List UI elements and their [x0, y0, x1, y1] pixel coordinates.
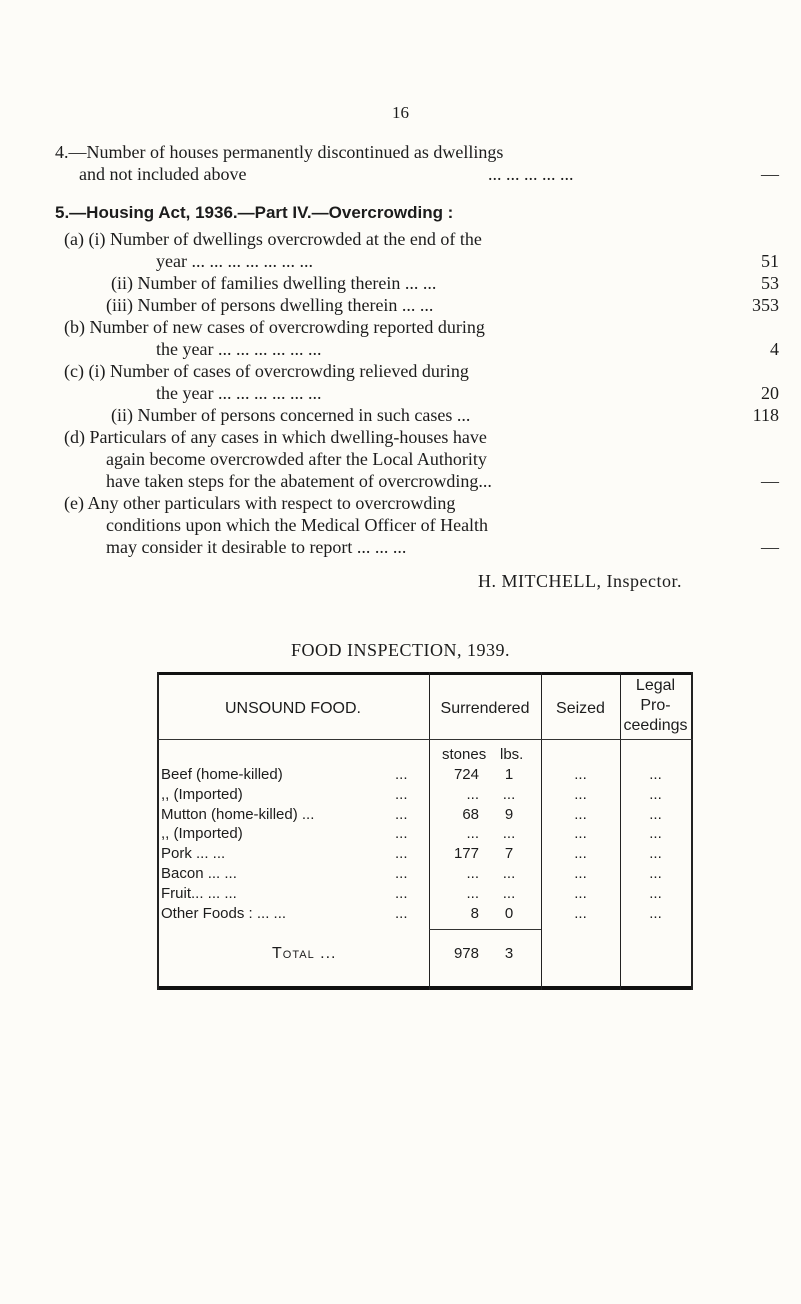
table-row-label: Pork ... ... [161, 845, 226, 863]
food-inspection-table [157, 672, 693, 990]
item5-e-line2: conditions upon which the Medical Officer of Health [106, 515, 489, 535]
table-row-legal: ... [649, 845, 662, 863]
table-row-lbs: ... [502, 865, 516, 882]
header-legal-1: Legal [635, 677, 676, 694]
food-inspection-title: FOOD INSPECTION, 1939. [290, 640, 510, 660]
item5-b-line1: (b) Number of new cases of overcrowding reported during [64, 317, 485, 337]
table-row-label: Other Foods : ... ... [161, 904, 287, 922]
item5-c-i-line2: the year ... ... ... ... ... ... [156, 383, 322, 403]
table-row-dots: ... [395, 825, 408, 843]
table-row-legal: ... [649, 884, 662, 902]
table-row-stones: 8 [470, 904, 479, 922]
item4-line2: and not included above [79, 164, 247, 184]
page-number: 16 [392, 103, 409, 122]
table-row-seized: ... [574, 845, 587, 863]
table-row-lbs: ... [502, 785, 516, 803]
table-row-dots: ... [395, 785, 408, 803]
table-row-label: Fruit... ... ... [161, 884, 237, 902]
col-divider-surrendered [429, 672, 430, 990]
item5-e-value: — [761, 537, 779, 557]
item5-c-ii-value: 118 [752, 405, 779, 425]
table-row-label: Mutton (home-killed) ... [161, 805, 315, 823]
table-row-lbs: ... [502, 884, 516, 902]
header-unsound-food: UNSOUND FOOD. [225, 700, 361, 717]
item5-d-line2: again become overcrowded after the Local Authority [106, 449, 487, 469]
table-row-stones: 177 [453, 845, 479, 863]
table-row-lbs: ... [502, 825, 516, 843]
total-label: Total ... [272, 945, 337, 962]
total-lbs: 3 [504, 945, 514, 962]
table-row-label: ,, (Imported) [161, 825, 243, 843]
total-stones: 978 [453, 945, 479, 962]
table-row-lbs: 7 [504, 845, 514, 863]
table-row-legal: ... [649, 825, 662, 843]
table-row-lbs: 0 [504, 904, 514, 922]
table-row-lbs: 1 [504, 766, 514, 783]
table-row-legal: ... [649, 785, 662, 803]
item5-a-iii: (iii) Number of persons dwelling therein ... ... [106, 295, 434, 315]
item5-d-value: — [761, 471, 779, 491]
item5-d-line1: (d) Particulars of any cases in which dwelling-houses have [64, 427, 487, 447]
table-row-stones: ... [466, 825, 479, 843]
table-row-label: ,, (Imported) [161, 785, 243, 803]
header-surrendered: Surrendered [440, 700, 530, 717]
header-seized: Seized [556, 700, 605, 717]
table-row-dots: ... [395, 884, 408, 902]
table-row-legal: ... [649, 805, 662, 823]
unit-stones: stones [442, 746, 487, 763]
item4-value: — [761, 164, 779, 184]
item5-c-ii: (ii) Number of persons concerned in such cases ... [111, 405, 471, 425]
table-row-label: Bacon ... ... [161, 865, 237, 882]
table-bottom-rule [157, 986, 693, 990]
table-row-stones: ... [466, 884, 479, 902]
item5-b-line2: the year ... ... ... ... ... ... [156, 339, 322, 359]
item4-dots: ... ... ... ... ... [488, 164, 574, 184]
total-rule [429, 929, 541, 930]
table-row-stones: ... [466, 785, 479, 803]
item5-d-line3: have taken steps for the abatement of overcrowding... [106, 471, 492, 491]
table-right-border [691, 672, 693, 990]
table-row-legal: ... [649, 904, 662, 922]
table-row-dots: ... [395, 805, 408, 823]
table-row-legal: ... [649, 766, 662, 783]
header-rule [157, 739, 693, 740]
table-row-seized: ... [574, 805, 587, 823]
table-left-border [157, 672, 159, 990]
header-legal-3: ceedings [623, 717, 688, 734]
item5-e-line3: may consider it desirable to report ... ... ... [106, 537, 407, 557]
table-row-stones: 724 [453, 766, 479, 783]
table-row-dots: ... [395, 845, 408, 863]
table-row-legal: ... [649, 865, 662, 882]
table-row-seized: ... [574, 825, 587, 843]
item5-c-i-value: 20 [761, 383, 779, 403]
unit-lbs: lbs. [500, 746, 524, 763]
item5-e-line1: (e) Any other particulars with respect to overcrowding [64, 493, 456, 513]
table-row-seized: ... [574, 766, 587, 783]
table-row-label: Beef (home-killed) [161, 766, 283, 783]
table-row-stones: ... [466, 865, 479, 882]
table-row-seized: ... [574, 865, 587, 882]
table-top-rule [157, 672, 693, 675]
item5-a-i-line1: (a) (i) Number of dwellings overcrowded at the end of the [64, 229, 482, 249]
item5-a-i-value: 51 [761, 251, 779, 271]
item4-line1: 4.—Number of houses permanently discontinued as dwellings [55, 142, 504, 162]
table-row-dots: ... [395, 865, 408, 882]
item5-a-ii-value: 53 [761, 273, 779, 293]
table-row-seized: ... [574, 884, 587, 902]
item5-b-value: 4 [770, 339, 779, 359]
inspector-signature: H. MITCHELL, Inspector. [478, 571, 682, 591]
item5-a-i-line2: year ... ... ... ... ... ... ... [156, 251, 313, 271]
item5-heading: 5.—Housing Act, 1936.—Part IV.—Overcrowding : [55, 203, 454, 222]
table-row-lbs: 9 [504, 805, 514, 823]
table-row-dots: ... [395, 904, 408, 922]
table-row-seized: ... [574, 904, 587, 922]
header-legal-2: Pro- [640, 697, 671, 714]
item5-a-ii: (ii) Number of families dwelling therein ... ... [111, 273, 437, 293]
item5-c-i-line1: (c) (i) Number of cases of overcrowding relieved during [64, 361, 469, 381]
table-row-dots: ... [395, 766, 408, 783]
item5-a-iii-value: 353 [752, 295, 779, 315]
table-row-seized: ... [574, 785, 587, 803]
table-row-stones: 68 [462, 805, 479, 823]
